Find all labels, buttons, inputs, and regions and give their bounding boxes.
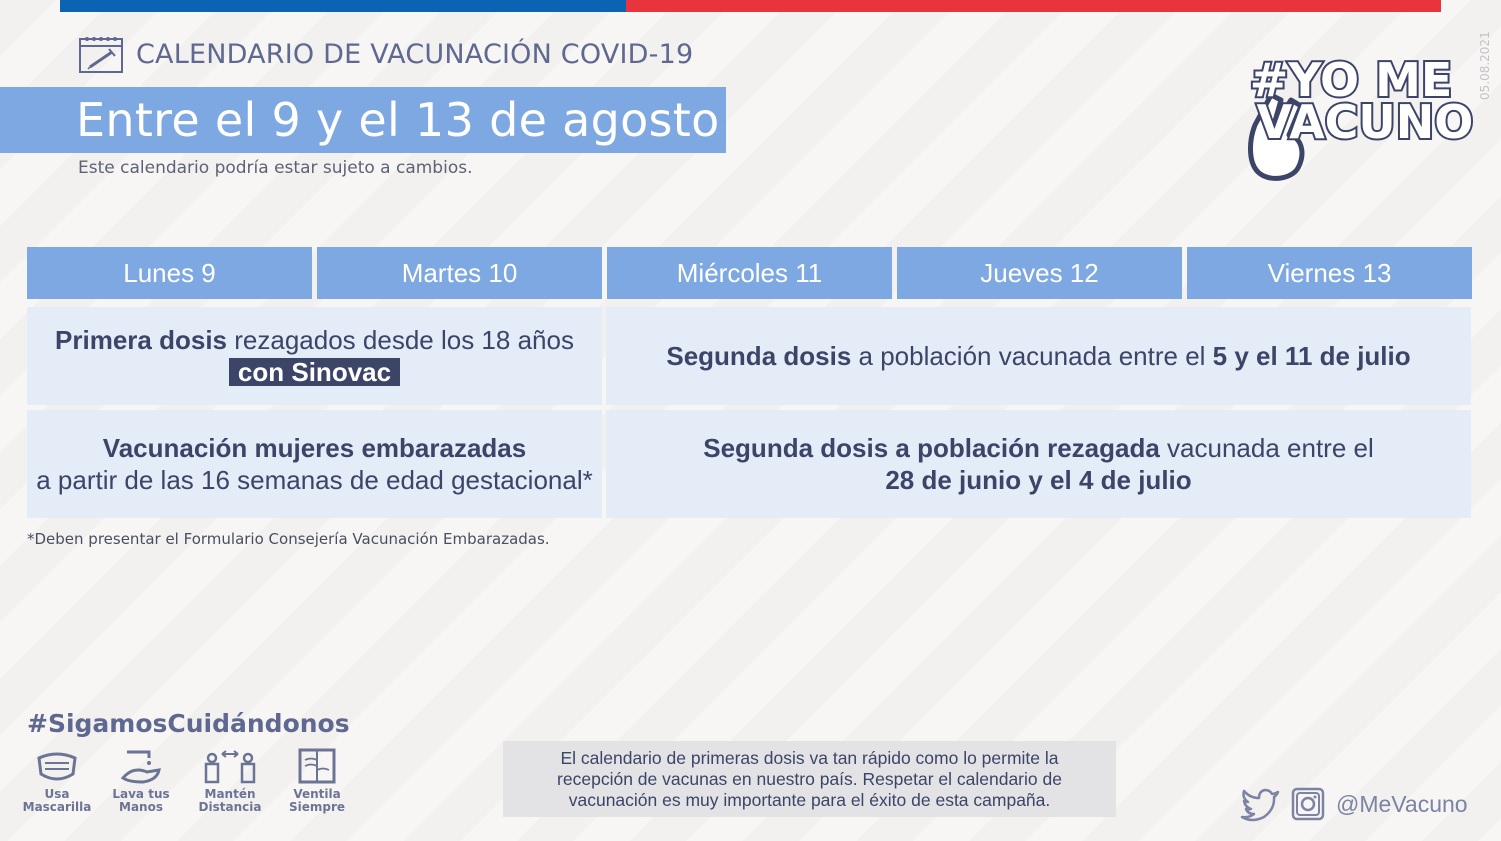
pregnant-bold: Vacunación mujeres embarazadas: [102, 433, 527, 463]
schedule-cell-first-dose: [27, 307, 602, 405]
page-title: CALENDARIO DE VACUNACIÓN COVID-19: [136, 38, 694, 70]
schedule-cell-second-dose: [606, 307, 1471, 405]
lagging-dates: 28 de junio y el 4 de julio: [885, 465, 1192, 495]
window-icon: [297, 748, 337, 784]
lagging-bold: Segunda dosis a población rezagada: [703, 433, 1160, 463]
twitter-icon[interactable]: [1240, 787, 1280, 821]
day-thursday: Jueves 12: [897, 247, 1182, 299]
subject-to-change-note: Este calendario podría estar sujeto a cambios.: [78, 158, 473, 178]
second-dose-bold: Segunda dosis: [666, 341, 852, 371]
social-handle[interactable]: @MeVacuno: [1336, 790, 1468, 817]
first-dose-text: rezagados desde los 18 años: [227, 325, 574, 355]
campaign-hashtag: #SigamosCuidándonos: [27, 709, 350, 738]
day-tuesday: Martes 10: [317, 247, 602, 299]
logo-line-2: VACUNO: [1256, 95, 1474, 149]
pregnant-text: a partir de las 16 semanas de edad gestacional*: [36, 465, 593, 495]
logo-line-1: #YO ME: [1249, 53, 1453, 107]
care-item-ventilate: Ventila Siempre: [277, 748, 357, 814]
schedule-cell-pregnant: [27, 410, 602, 518]
day-friday: Viernes 13: [1187, 247, 1472, 299]
day-wednesday: Miércoles 11: [607, 247, 892, 299]
first-dose-bold: Primera dosis: [55, 325, 228, 355]
social-links: [1240, 786, 1468, 822]
yo-me-vacuno-logo: [1243, 40, 1474, 188]
footnote: *Deben presentar el Formulario Consejería Vacunación Embarazadas.: [27, 530, 550, 548]
care-item-handwash: Lava tus Manos: [101, 748, 181, 814]
sinovac-tag: con Sinovac: [229, 358, 400, 386]
flag-bar-blue: [60, 0, 626, 12]
header: [78, 34, 693, 74]
mask-icon: [35, 748, 79, 784]
lagging-text: vacunada entre el: [1159, 433, 1374, 463]
instagram-icon[interactable]: [1290, 786, 1326, 822]
distance-icon: [202, 748, 258, 784]
calendar-syringe-icon: [78, 34, 124, 74]
info-box: El calendario de primeras dosis va tan rápido como lo permite la recepción de vacunas en nuestro país. Respetar el calendario de vacunación es muy importante para el éxito de esta campaña.: [503, 741, 1116, 817]
care-item-distance: Mantén Distancia: [190, 748, 270, 814]
second-dose-text: a población vacunada entre el: [851, 341, 1213, 371]
publish-date-stamp: 05.08.2021: [1478, 31, 1492, 100]
date-range-banner: Entre el 9 y el 13 de agosto: [0, 87, 726, 153]
schedule-cell-lagging-second-dose: [606, 410, 1471, 518]
weekday-header-row: [27, 247, 1472, 299]
second-dose-dates: 5 y el 11 de julio: [1212, 341, 1411, 371]
care-item-mask: Usa Mascarilla: [17, 748, 97, 814]
handwash-icon: [119, 748, 163, 784]
flag-bar-red: [626, 0, 1441, 12]
day-monday: Lunes 9: [27, 247, 312, 299]
